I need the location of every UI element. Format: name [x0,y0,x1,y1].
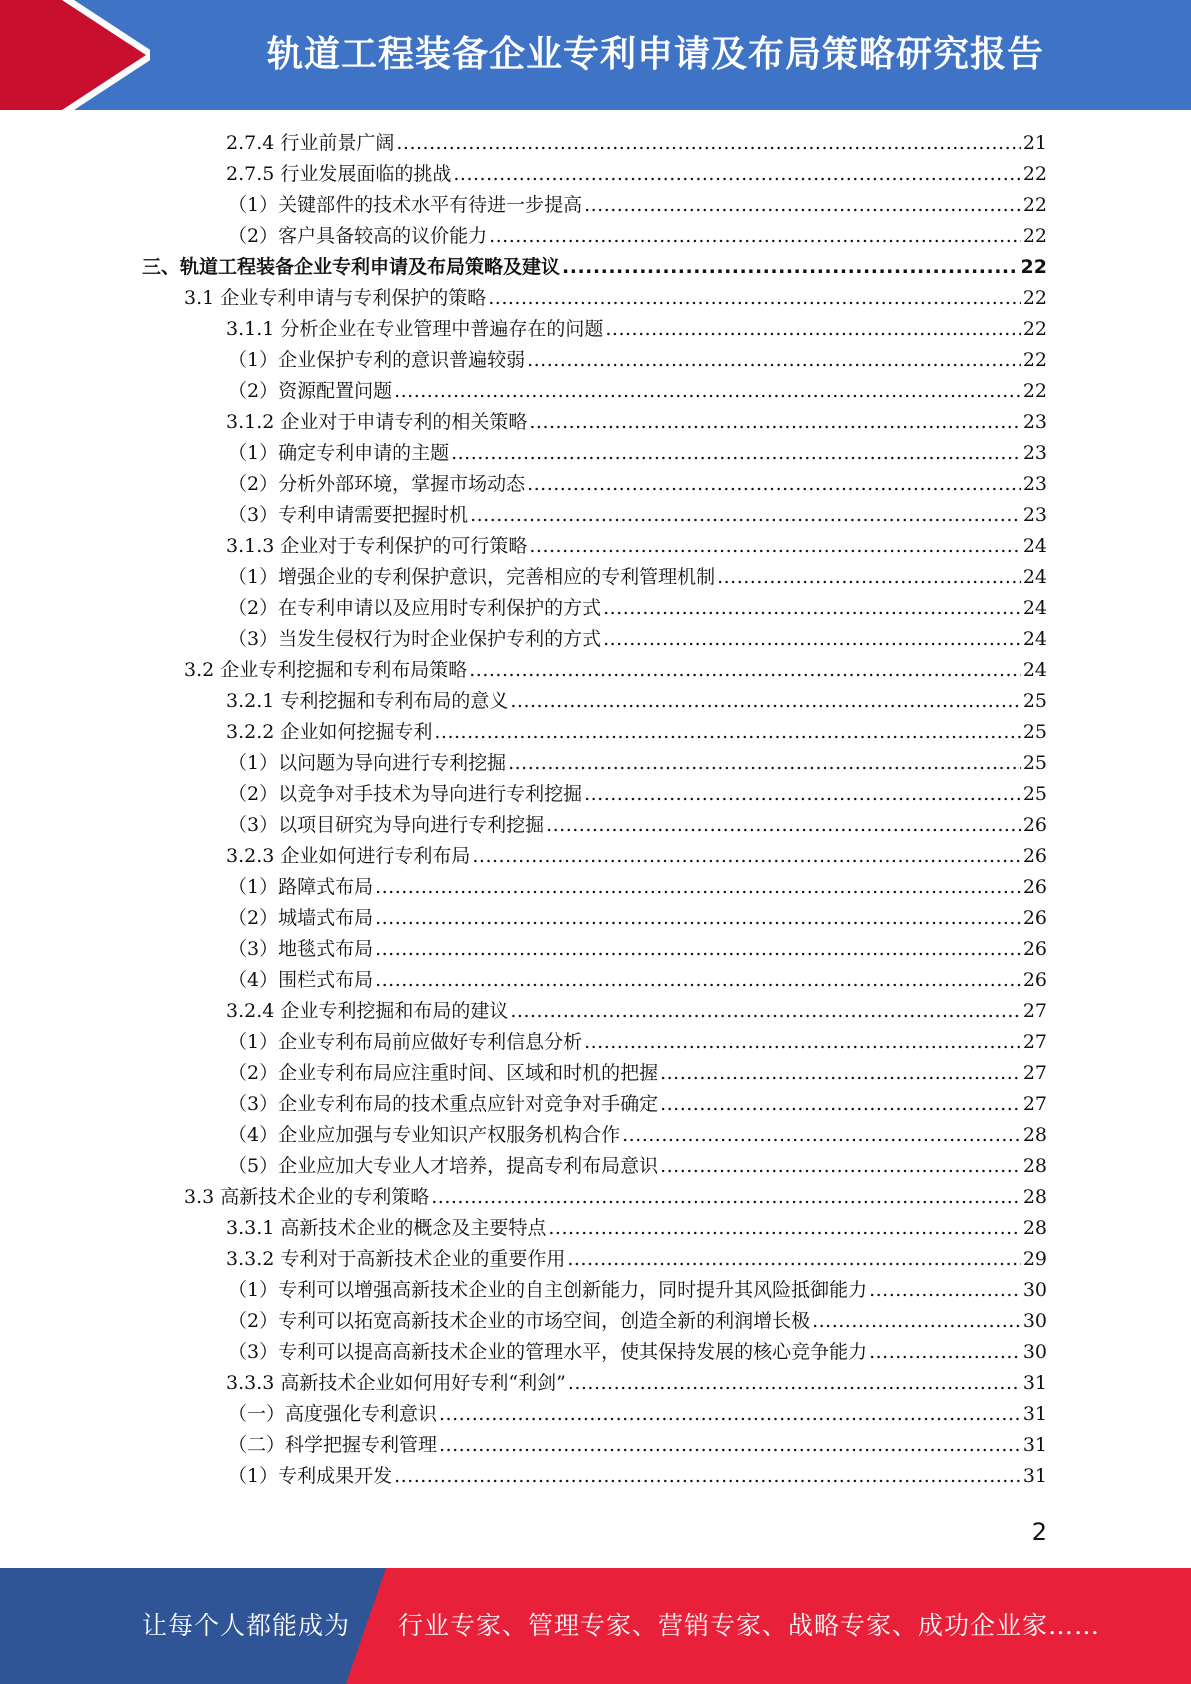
toc-entry-label: （2）在专利申请以及应用时专利保护的方式 [228,597,602,619]
toc-leader-dots [584,779,1021,810]
toc-leader-dots [431,1182,1021,1213]
toc-entry[interactable] [228,1306,1047,1337]
toc-entry-page: 27 [1022,1000,1047,1022]
toc-entry-label: （4）围栏式布局 [228,969,374,991]
toc-entry-label: （2）分析外部环境，掌握市场动态 [228,473,526,495]
toc-entry-label: 3.2.1 专利挖掘和专利布局的意义 [226,690,509,712]
toc-entry-label: （2）资源配置问题 [228,380,393,402]
toc-entry-label: （1）以问题为导向进行专利挖掘 [228,752,507,774]
toc-leader-dots [488,283,1021,314]
toc-entry-label: （1）确定专利申请的主题 [228,442,450,464]
toc-entry-page: 28 [1022,1186,1047,1208]
toc-entry[interactable] [228,965,1047,996]
toc-leader-dots [375,934,1021,965]
toc-entry-label: （5）企业应加大专业人才培养，提高专利布局意识 [228,1155,659,1177]
toc-entry[interactable] [184,1182,1047,1213]
toc-leader-dots [439,1399,1021,1430]
toc-leader-dots [529,407,1020,438]
toc-entry-page: 21 [1022,132,1047,154]
toc-entry[interactable] [228,593,1047,624]
toc-leader-dots [812,1306,1021,1337]
toc-entry-label: （2）城墙式布局 [228,907,374,929]
toc-leader-dots [660,1151,1021,1182]
toc-leader-dots [394,1461,1021,1492]
toc-entry-page: 22 [1020,256,1047,278]
toc-entry[interactable] [228,1089,1047,1120]
page-footer [0,1568,1191,1684]
toc-leader-dots [469,655,1021,686]
toc-entry[interactable] [228,934,1047,965]
toc-entry[interactable] [228,1461,1047,1492]
toc-entry-page: 28 [1022,1217,1047,1239]
footer-slogan-right: 行业专家、管理专家、营销专家、战略专家、成功企业家…… [398,1611,1101,1640]
toc-leader-dots [439,1430,1021,1461]
toc-entry[interactable] [226,128,1047,159]
toc-entry-page: 31 [1022,1372,1047,1394]
toc-entry[interactable] [228,1058,1047,1089]
toc-entry-label: 3.2.3 企业如何进行专利布局 [226,845,471,867]
toc-leader-dots [375,965,1021,996]
toc-entry-label: （2）企业专利布局应注重时间、区域和时机的把握 [228,1062,659,1084]
toc-entry[interactable] [226,1213,1047,1244]
toc-entry-page: 22 [1022,287,1047,309]
toc-leader-dots [472,841,1020,872]
toc-entry-page: 26 [1022,814,1047,836]
toc-leader-dots [603,593,1021,624]
toc-leader-dots [527,345,1021,376]
toc-leader-dots [603,624,1021,655]
page-number: 2 [1031,1518,1047,1546]
toc-leader-dots [394,376,1021,407]
toc-entry-label: （1）企业保护专利的意识普遍较弱 [228,349,526,371]
toc-entry[interactable] [226,996,1047,1027]
toc-entry[interactable] [226,407,1047,438]
toc-leader-dots [869,1337,1021,1368]
toc-leader-dots [451,438,1021,469]
toc-entry[interactable] [228,562,1047,593]
toc-entry-page: 27 [1022,1093,1047,1115]
toc-entry-label: 3.3 高新技术企业的专利策略 [184,1186,430,1208]
toc-leader-dots [510,686,1020,717]
toc-entry-page: 27 [1022,1062,1047,1084]
toc-entry-label: 3.2.4 企业专利挖掘和布局的建议 [226,1000,509,1022]
toc-entry-page: 25 [1022,721,1047,743]
toc-entry[interactable] [226,531,1047,562]
toc-entry-label: 3.1.2 企业对于申请专利的相关策略 [226,411,528,433]
toc-entry-page: 31 [1022,1403,1047,1425]
toc-entry-page: 31 [1022,1434,1047,1456]
toc-leader-dots [660,1089,1021,1120]
footer-slogan-left: 让每个人都能成为 [142,1611,351,1640]
toc-entry[interactable] [184,283,1047,314]
toc-leader-dots [375,903,1021,934]
toc-entry-label: （3）专利可以提高高新技术企业的管理水平，使其保持发展的核心竞争能力 [228,1341,868,1363]
toc-entry-page: 26 [1022,969,1047,991]
toc-entry[interactable] [228,438,1047,469]
toc-entry-page: 28 [1022,1155,1047,1177]
toc-entry-page: 30 [1022,1341,1047,1363]
toc-entry-page: 23 [1022,442,1047,464]
toc-entry-page: 22 [1022,163,1047,185]
toc-entry-label: 3.1 企业专利申请与专利保护的策略 [184,287,487,309]
toc-leader-dots [584,190,1021,221]
toc-leader-dots [453,159,1020,190]
toc-entry[interactable] [228,779,1047,810]
toc-leader-dots [508,748,1021,779]
toc-entry-page: 30 [1022,1279,1047,1301]
toc-entry[interactable] [226,1244,1047,1275]
toc-entry-page: 23 [1022,473,1047,495]
toc-entry-label: （1）关键部件的技术水平有待进一步提高 [228,194,583,216]
toc-entry-label: （2）客户具备较高的议价能力 [228,225,488,247]
report-title: 轨道工程装备企业专利申请及布局策略研究报告 [266,34,1044,75]
toc-entry-page: 22 [1022,225,1047,247]
page-header [0,0,1191,110]
toc-entry-label: （1）专利可以增强高新技术企业的自主创新能力，同时提升其风险抵御能力 [228,1279,868,1301]
toc-entry-page: 27 [1022,1031,1047,1053]
toc-leader-dots [375,872,1021,903]
toc-entry[interactable] [228,624,1047,655]
toc-entry-label: （1）企业专利布局前应做好专利信息分析 [228,1031,583,1053]
toc-entry-page: 24 [1022,597,1047,619]
toc-leader-dots [546,810,1021,841]
toc-entry[interactable] [228,1027,1047,1058]
toc-entry-page: 23 [1022,504,1047,526]
toc-entry-page: 22 [1022,194,1047,216]
toc-entry-page: 22 [1022,318,1047,340]
toc-leader-dots [489,221,1021,252]
toc-entry-page: 28 [1022,1124,1047,1146]
toc-leader-dots [660,1058,1021,1089]
toc-entry-label: 2.7.5 行业发展面临的挑战 [226,163,452,185]
toc-leader-dots [584,1027,1021,1058]
toc-entry[interactable] [142,252,1047,283]
toc-entry[interactable] [228,1337,1047,1368]
toc-entry-label: （2）专利可以拓宽高新技术企业的市场空间，创造全新的利润增长极 [228,1310,811,1332]
toc-entry[interactable] [228,500,1047,531]
toc-entry[interactable] [228,872,1047,903]
toc-entry-page: 24 [1022,535,1047,557]
toc-entry-label: 3.3.1 高新技术企业的概念及主要特点 [226,1217,547,1239]
toc-entry-label: （3）地毯式布局 [228,938,374,960]
toc-entry[interactable] [228,810,1047,841]
toc-entry[interactable] [228,1430,1047,1461]
toc-entry-page: 24 [1022,659,1047,681]
toc-entry-label: （1）路障式布局 [228,876,374,898]
toc-leader-dots [568,1368,1021,1399]
toc-entry-page: 31 [1022,1465,1047,1487]
toc-entry-page: 26 [1022,845,1047,867]
toc-entry-label: （1）增强企业的专利保护意识，完善相应的专利管理机制 [228,566,716,588]
toc-entry[interactable] [228,221,1047,252]
toc-entry-label: 3.2 企业专利挖掘和专利布局策略 [184,659,468,681]
toc-leader-dots [605,314,1020,345]
toc-entry-label: 3.1.3 企业对于专利保护的可行策略 [226,535,528,557]
toc-leader-dots [529,531,1020,562]
header-red-chevron [0,0,150,110]
toc-entry[interactable] [226,314,1047,345]
toc-entry-label: （3）企业专利布局的技术重点应针对竞争对手确定 [228,1093,659,1115]
toc-leader-dots [527,469,1021,500]
toc-entry-label: （3）当发生侵权行为时企业保护专利的方式 [228,628,602,650]
toc-entry[interactable] [226,686,1047,717]
toc-entry-page: 25 [1022,690,1047,712]
toc-leader-dots [622,1120,1021,1151]
toc-entry-page: 23 [1022,411,1047,433]
toc-entry-label: 3.3.2 专利对于高新技术企业的重要作用 [226,1248,566,1270]
toc-entry[interactable] [228,190,1047,221]
toc-leader-dots [434,717,1020,748]
toc-entry-page: 25 [1022,783,1047,805]
toc-entry-label: （3）以项目研究为导向进行专利挖掘 [228,814,545,836]
toc-entry[interactable] [228,1399,1047,1430]
toc-leader-dots [548,1213,1020,1244]
toc-entry-label: 3.1.1 分析企业在专业管理中普遍存在的问题 [226,318,604,340]
toc-entry[interactable] [226,159,1047,190]
toc-entry-label: （一）高度强化专利意识 [228,1403,438,1425]
toc-entry[interactable] [226,717,1047,748]
toc-leader-dots [717,562,1021,593]
toc-entry-label: 3.3.3 高新技术企业如何用好专利“利剑” [226,1372,566,1394]
toc-entry-page: 22 [1022,349,1047,371]
toc-leader-dots [396,128,1020,159]
toc-entry[interactable] [228,469,1047,500]
toc-entry-page: 22 [1022,380,1047,402]
toc-entry-page: 26 [1022,938,1047,960]
toc-entry[interactable] [228,345,1047,376]
toc-entry-page: 30 [1022,1310,1047,1332]
toc-entry[interactable] [228,376,1047,407]
toc-entry-page: 24 [1022,628,1047,650]
toc-leader-dots [567,1244,1020,1275]
toc-entry-label: （1）专利成果开发 [228,1465,393,1487]
toc-leader-dots [562,252,1019,283]
toc-entry-page: 25 [1022,752,1047,774]
toc-entry-label: 3.2.2 企业如何挖掘专利 [226,721,433,743]
toc-entry[interactable] [228,748,1047,779]
toc-entry-label: （2）以竞争对手技术为导向进行专利挖掘 [228,783,583,805]
toc-entry-label: （4）企业应加强与专业知识产权服务机构合作 [228,1124,621,1146]
toc-entry-label: 三、轨道工程装备企业专利申请及布局策略及建议 [142,256,561,278]
toc-entry-page: 24 [1022,566,1047,588]
toc-entry[interactable] [228,1275,1047,1306]
toc-entry[interactable] [226,1368,1047,1399]
toc-entry-page: 29 [1022,1248,1047,1270]
toc-entry-label: 2.7.4 行业前景广阔 [226,132,395,154]
toc-entry-label: （3）专利申请需要把握时机 [228,504,469,526]
toc-leader-dots [470,500,1021,531]
toc-entry[interactable] [228,1151,1047,1182]
toc-entry[interactable] [184,655,1047,686]
toc-leader-dots [510,996,1020,1027]
toc-entry-page: 26 [1022,907,1047,929]
toc-entry[interactable] [228,1120,1047,1151]
toc-entry[interactable] [226,841,1047,872]
toc-leader-dots [869,1275,1021,1306]
toc-entry-label: （二）科学把握专利管理 [228,1434,438,1456]
toc-entry-page: 26 [1022,876,1047,898]
toc-entry[interactable] [228,903,1047,934]
